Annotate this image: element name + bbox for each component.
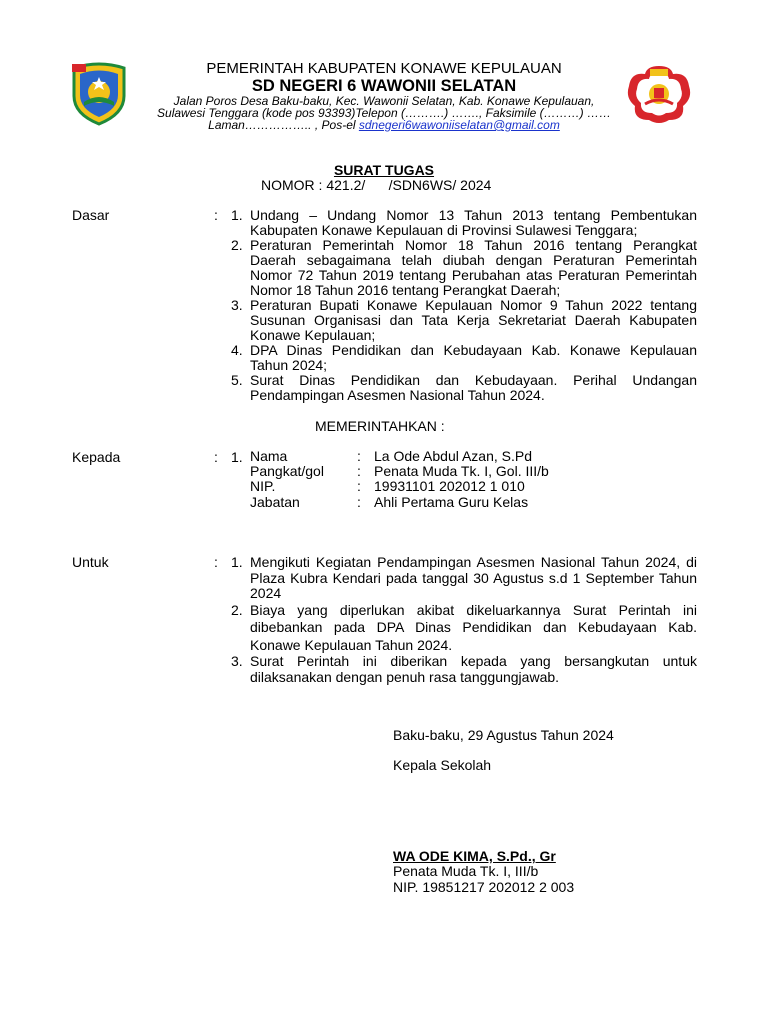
address-line-2: Sulawesi Tenggara (kode pos 93393)Telepon (……….) ……., Faksimile (………) …… (157, 106, 611, 120)
kepada-number: 1. (231, 449, 243, 465)
item-number: 5. (231, 372, 243, 388)
item-text: Mengikuti Kegiatan Pendampingan Asesmen Nasional Tahun 2024, di Plaza Kubra Kendari pada tanggal 30 Agustus s.d 1 September Tahun 2024 (250, 554, 697, 601)
dasar-item (231, 343, 697, 373)
untuk-item (231, 654, 697, 685)
school-name: SD NEGERI 6 WAWONII SELATAN (251, 77, 517, 95)
item-text: Peraturan Bupati Konawe Kepulauan Nomor 9 Tahun 2022 tentang Susunan Organisasi dan Tata Kerja Sekretariat Daerah Kabupaten Konawe Kepulauan; (250, 297, 697, 343)
field-colon: : (357, 463, 361, 480)
item-text: Surat Perintah ini diberikan kepada yang bersangkutan untuk dilaksanakan dengan penuh rasa tanggungjawab. (250, 653, 697, 685)
untuk-list (231, 555, 697, 685)
document-title: SURAT TUGAS (333, 162, 435, 178)
signer-nip: NIP. 19851217 202012 2 003 (393, 879, 575, 895)
item-text: Surat Dinas Pendidikan dan Kebudayaan. Perihal Undangan Pendampingan Asesmen Nasional Tahun 2024. (250, 372, 697, 403)
dasar-colon: : (214, 207, 218, 223)
field-key: NIP. (250, 478, 276, 495)
item-number: 2. (231, 601, 243, 618)
field-key: Pangkat/gol (250, 463, 324, 480)
untuk-label: Untuk (72, 554, 109, 570)
field-value: Penata Muda Tk. I, Gol. III/b (374, 463, 549, 480)
address-line-1: Jalan Poros Desa Baku-baku, Kec. Wawonii Selatan, Kab. Konawe Kepulauan, (173, 94, 595, 108)
item-number: 3. (231, 653, 243, 669)
kepada-label: Kepada (72, 449, 121, 465)
document-number: NOMOR : 421.2/ /SDN6WS/ 2024 (261, 177, 492, 193)
field-value: 19931101 202012 1 010 (374, 478, 525, 495)
website-label: Laman…………….. , Pos-el (208, 118, 359, 132)
item-text: DPA Dinas Pendidikan dan Kebudayaan Kab. Konawe Kepulauan Tahun 2024; (250, 342, 697, 373)
dasar-item (231, 238, 697, 298)
field-value: Ahli Pertama Guru Kelas (374, 493, 529, 510)
regency-emblem-logo (70, 62, 128, 126)
address-line-3 (130, 118, 638, 132)
government-name: PEMERINTAH KABUPATEN KONAWE KEPULAUAN (206, 60, 562, 77)
place-date: Baku-baku, 29 Agustus Tahun 2024 (393, 727, 614, 743)
signer-name: WA ODE KIMA, S.Pd., Gr (393, 848, 556, 864)
field-key: Jabatan (250, 493, 300, 510)
field-key: Nama (250, 448, 288, 464)
untuk-item (231, 555, 697, 602)
signer-rank: Penata Muda Tk. I, III/b (393, 863, 539, 879)
dasar-list (231, 208, 697, 403)
item-number: 2. (231, 237, 243, 253)
email-link[interactable]: sdnegeri6wawoniiselatan@gmail.com (358, 118, 560, 132)
item-text: Biaya yang diperlukan akibat dikeluarkannya Surat Perintah ini dibebankan pada DPA Dinas Pendidikan dan Kebudayaan Kab. Konawe Kepulauan Tahun 2024. (250, 601, 697, 653)
dasar-item (231, 373, 697, 403)
item-number: 3. (231, 297, 243, 313)
untuk-colon: : (214, 554, 218, 570)
memerintahkan-heading: MEMERINTAHKAN : (315, 418, 445, 434)
kepada-colon: : (214, 449, 218, 465)
dasar-item (231, 208, 697, 238)
field-colon: : (357, 493, 361, 510)
item-number: 4. (231, 342, 243, 358)
field-value: La Ode Abdul Azan, S.Pd (374, 448, 533, 464)
dasar-item (231, 298, 697, 343)
item-text: Peraturan Pemerintah Nomor 18 Tahun 2016 tentang Perangkat Daerah sebagaimana telah diubah dengan Peraturan Pemerintah Nomor 72 Tahun 2019 tentang Perubahan atas Peraturan Pemerintah Nomor 18 Tahun 2016 tentang Perangkat Daerah; (250, 237, 697, 298)
signer-position: Kepala Sekolah (393, 757, 492, 773)
field-colon: : (357, 448, 361, 464)
untuk-item (231, 602, 697, 655)
item-text: Undang – Undang Nomor 13 Tahun 2013 tentang Pembentukan Kabupaten Konawe Kepulauan di Provinsi Sulawesi Tenggara; (250, 207, 697, 238)
dasar-label: Dasar (72, 207, 110, 223)
item-number: 1. (231, 554, 243, 570)
item-number: 1. (231, 207, 243, 223)
field-colon: : (357, 478, 361, 495)
